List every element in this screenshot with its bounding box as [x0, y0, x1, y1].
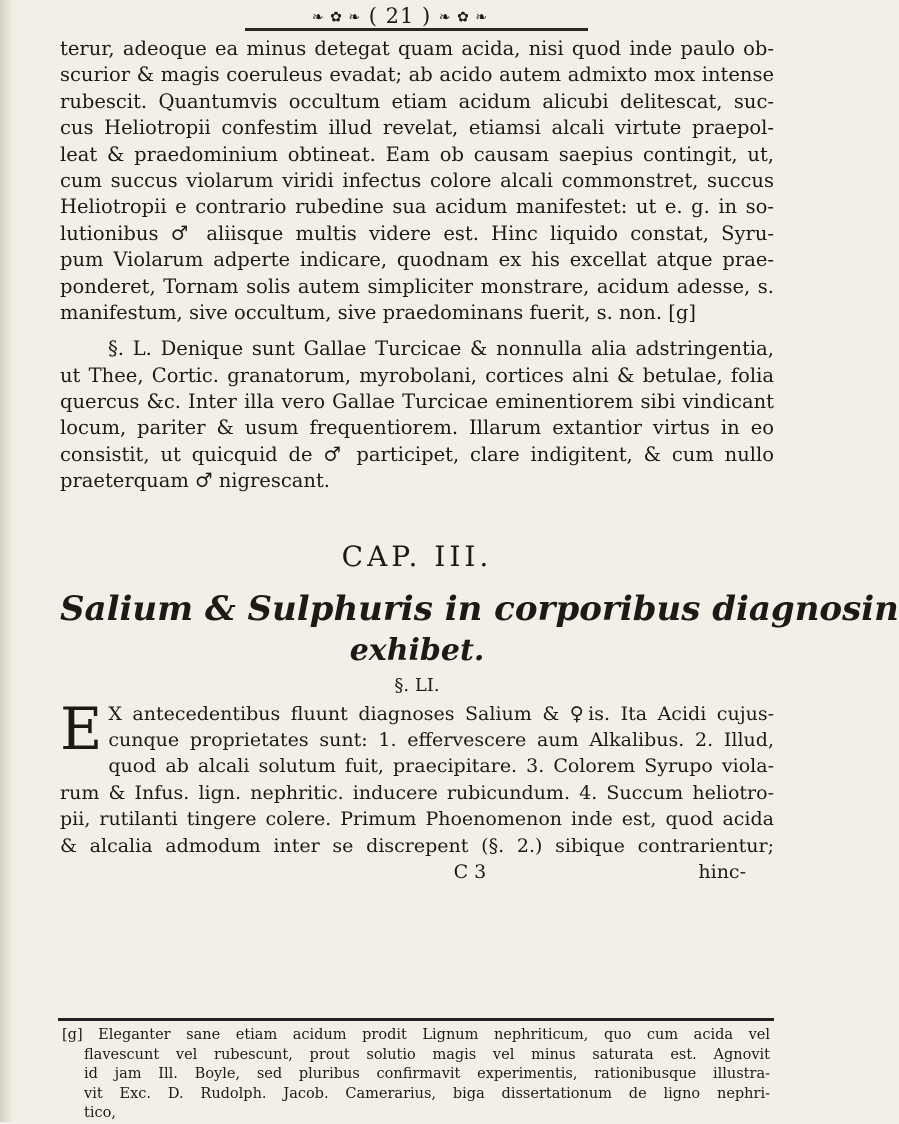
signature-line — [60, 859, 774, 885]
paragraph-section-li — [60, 694, 774, 885]
text-line: cus Heliotropii confestim illud revelat, etiamsi alcali virtute praepol- — [60, 116, 774, 140]
header-rule — [245, 28, 588, 31]
text-line: lutionibus ♂ aliisque multis videre est. Hinc liquido constat, Syru- — [60, 221, 774, 245]
text-line: leat & praedominium obtineat. Eam ob causam saepius contingit, ut, — [60, 142, 774, 166]
text-line: & alcalia admodum inter se discrepent (§. 2.) sibique contrarientur; — [60, 834, 774, 857]
text-line: Heliotropii e contrario rubedine sua acidum manifestet: ut e. g. in so- — [60, 195, 774, 219]
text-line: locum, pariter & usum frequentiorem. Illarum extantior virtus in eo — [60, 416, 774, 440]
page-number: ( 21 ) — [368, 4, 432, 28]
main-text — [60, 36, 899, 885]
text-line: quod ab alcali solutum fuit, praecipitare. 3. Colorem Syrupo viola- — [108, 755, 774, 778]
footnote-rule — [58, 1018, 774, 1021]
drop-cap: E — [60, 694, 103, 763]
section-number: §. LI. — [394, 674, 440, 696]
binding-shadow — [0, 0, 14, 1122]
text-line: praeterquam ♂ nigrescant. — [60, 469, 330, 493]
text-line: ponderet, Tornam solis autem simpliciter monstrare, acidum adesse, s. — [60, 274, 774, 298]
text-line: quercus &c. Inter illa vero Gallae Turcicae eminentiorem sibi vindicant — [60, 390, 774, 414]
text-line: manifestum, sive occultum, sive praedominans fuerit, s. non. [g] — [60, 300, 696, 324]
page-header — [0, 0, 800, 38]
text-line: pii, rutilanti tingere colere. Primum Phoenomenon inde est, quod acida — [60, 808, 774, 831]
text-line: X antecedentibus fluunt diagnoses Salium & ♀is. Ita Acidi cujus- — [108, 702, 774, 725]
footnote-line: tico, — [84, 1105, 116, 1121]
spacer — [60, 495, 774, 535]
header-ornament-left: ❧ ✿ ❧ — [311, 9, 362, 26]
text-line: cum succus violarum viridi infectus colore alcali commonstret, succus — [60, 168, 774, 192]
header-ornament-right: ❧ ✿ ❧ — [438, 9, 489, 26]
text-line: rum & Infus. lign. nephritic. inducere rubicundum. 4. Succum heliotro- — [60, 781, 774, 804]
chapter-heading: CAP. III. — [341, 539, 493, 573]
text-line: rubescit. Quantumvis occultum etiam acidum alicubi delitescat, suc- — [60, 89, 774, 113]
text-line: pum Violarum adperte indicare, quodnam ex his excellat atque prae- — [60, 248, 774, 272]
spacer — [60, 579, 774, 587]
paragraph-section-l — [60, 336, 774, 494]
footnote-line: id jam Ill. Boyle, sed pluribus confirmavit experimentis, rationibusque illustra- — [84, 1066, 770, 1082]
text-line: consistit, ut quicquid de ♂ participet, clare indigitent, & cum nullo — [60, 442, 774, 466]
text-line: cunque proprietates sunt: 1. effervescere aum Alkalibus. 2. Illud, — [108, 729, 774, 752]
text-line: scurior & magis coeruleus evadat; ab acido autem admixto mox intense — [60, 63, 774, 87]
footnote-line: [g] Eleganter sane etiam acidum prodit Lignum nephriticum, quo cum acida vel — [62, 1027, 770, 1043]
chapter-title: Salium & Sulphuris in corporibus diagnosin — [60, 588, 899, 629]
catchword: hinc- — [698, 860, 746, 883]
paragraph-top — [60, 36, 774, 326]
signature-mark: C 3 — [453, 860, 487, 883]
chapter-title-continued: exhibet. — [349, 632, 485, 668]
footnote — [62, 1026, 770, 1124]
footnote-line: flavescunt vel rubescunt, prout solutio magis vel minus saturata est. Agnovit — [84, 1046, 770, 1063]
text-line: ut Thee, Cortic. granatorum, myrobolani, cortices alni & betulae, folia — [60, 363, 774, 387]
text-line: terur, adeoque ea minus detegat quam acida, nisi quod inde paulo ob- — [60, 37, 774, 60]
text-line: §. L. Denique sunt Gallae Turcicae & nonnulla alia adstringentia, — [108, 337, 774, 361]
spacer — [60, 326, 774, 336]
footnote-line: vit Exc. D. Rudolph. Jacob. Camerarius, biga dissertationum de ligno nephri- — [84, 1085, 770, 1102]
